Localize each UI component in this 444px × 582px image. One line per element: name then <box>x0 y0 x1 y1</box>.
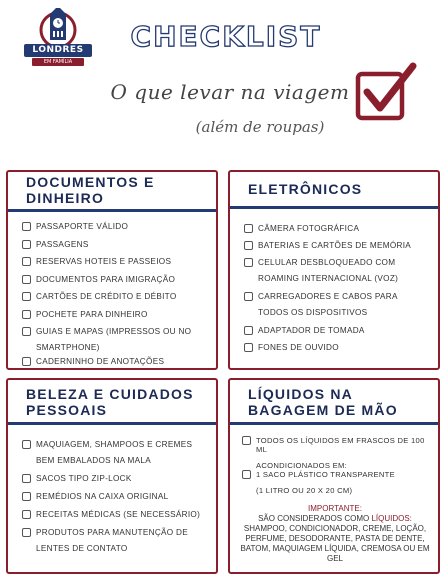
checklist-item[interactable]: PASSAPORTE VÁLIDO <box>36 222 210 240</box>
checklist-item[interactable]: DOCUMENTOS PARA IMIGRAÇÃO <box>36 275 210 293</box>
checklist-item[interactable]: PASSAGENS <box>36 240 210 258</box>
checkbox[interactable] <box>22 440 31 449</box>
checklist-item[interactable]: CELULAR DESBLOQUEADO COM ROAMING INTERNACIONAL (VOZ) <box>258 258 432 292</box>
section-divider <box>230 206 438 209</box>
important-note <box>240 504 430 564</box>
section-beauty <box>6 378 218 574</box>
checkbox[interactable] <box>22 474 31 483</box>
page-subtitle: O que levar na viagem <box>110 80 350 104</box>
checklist-item[interactable]: SACOS TIPO ZIP-LOCK <box>36 474 210 492</box>
checkbox[interactable] <box>244 326 253 335</box>
section-title: ELETRÔNICOS <box>248 181 363 197</box>
checklist-item[interactable]: POCHETE PARA DINHEIRO <box>36 310 210 328</box>
checkbox[interactable] <box>22 292 31 301</box>
logo-tagline: EM FAMÍLIA <box>32 58 84 66</box>
logo-wordmark: LONDRES <box>24 44 92 57</box>
section-title: LÍQUIDOS NA BAGAGEM DE MÃO <box>248 386 398 418</box>
checkbox[interactable] <box>242 470 251 479</box>
checklist-item[interactable]: CARTÕES DE CRÉDITO E DÉBITO <box>36 292 210 310</box>
checklist-item[interactable]: BATERIAS E CARTÕES DE MEMÓRIA <box>258 241 432 258</box>
checklist-item[interactable]: GUIAS E MAPAS (IMPRESSOS OU NO SMARTPHONE) <box>36 327 210 361</box>
checkbox[interactable] <box>22 222 31 231</box>
section-liquids <box>228 378 440 574</box>
checkbox[interactable] <box>242 436 251 445</box>
section-title: DOCUMENTOS E DINHEIRO <box>26 174 155 206</box>
note-body: SHAMPOO, CONDICIONADOR, CREME, LOÇÃO, PERFUME, DESODORANTE, PASTA DE DENTE, BATOM, MAQUIAGEM LÍQUIDA, CREMOSA OU EM GEL <box>240 524 430 563</box>
checkbox[interactable] <box>22 275 31 284</box>
note-heading: SÃO CONSIDERADOS COMO LÍQUIDOS: <box>258 514 412 523</box>
section-electronics <box>228 170 440 370</box>
checkbox[interactable] <box>22 240 31 249</box>
checkbox[interactable] <box>22 257 31 266</box>
checklist-item[interactable]: CADERNINHO DE ANOTAÇÕES <box>36 357 210 371</box>
checkbox[interactable] <box>244 241 253 250</box>
checkmark-icon <box>355 60 417 124</box>
checklist-item[interactable]: REMÉDIOS NA CAIXA ORIGINAL <box>36 492 210 510</box>
section-divider <box>8 209 216 212</box>
checklist-item[interactable]: CARREGADORES E CABOS PARA TODOS OS DISPOSITIVOS <box>258 292 432 326</box>
checklist-item[interactable]: RESERVAS HOTEIS E PASSEIOS <box>36 257 210 275</box>
checkbox[interactable] <box>22 510 31 519</box>
checkbox[interactable] <box>244 224 253 233</box>
note-label: IMPORTANTE: <box>308 504 362 513</box>
checkbox[interactable] <box>22 357 31 366</box>
checkbox[interactable] <box>22 528 31 537</box>
section-documents <box>6 170 218 370</box>
checkbox[interactable] <box>22 310 31 319</box>
checkbox[interactable] <box>22 327 31 336</box>
checklist-item[interactable]: 1 SACO PLÁSTICO TRANSPARENTE (1 LITRO OU 20 X 20 CM) <box>256 470 432 504</box>
checklist-item[interactable]: ADAPTADOR DE TOMADA <box>258 326 432 343</box>
section-title: BELEZA E CUIDADOS PESSOAIS <box>26 386 194 418</box>
checkbox[interactable] <box>244 292 253 301</box>
page-subnote: (além de roupas) <box>195 118 325 136</box>
checkbox[interactable] <box>244 258 253 267</box>
checklist-item[interactable]: FONES DE OUVIDO <box>258 343 432 360</box>
section-divider <box>230 422 438 425</box>
big-ben-icon <box>22 8 94 48</box>
checkbox[interactable] <box>244 343 253 352</box>
checklist-item[interactable]: CÂMERA FOTOGRÁFICA <box>258 224 432 241</box>
checkbox[interactable] <box>22 492 31 501</box>
londres-logo <box>22 8 94 74</box>
section-divider <box>8 422 216 425</box>
checklist-item[interactable]: TODOS OS LÍQUIDOS EM FRASCOS DE 100 ML ACONDICIONADOS EM: <box>256 436 432 470</box>
checklist-item[interactable]: RECEITAS MÉDICAS (SE NECESSÁRIO) <box>36 510 210 528</box>
checklist-item[interactable]: PRODUTOS PARA MANUTENÇÃO DE LENTES DE CONTATO <box>36 528 210 562</box>
page-title: CHECKLIST <box>130 20 322 53</box>
checklist-item[interactable]: MAQUIAGEM, SHAMPOOS E CREMES BEM EMBALADOS NA MALA <box>36 440 210 474</box>
